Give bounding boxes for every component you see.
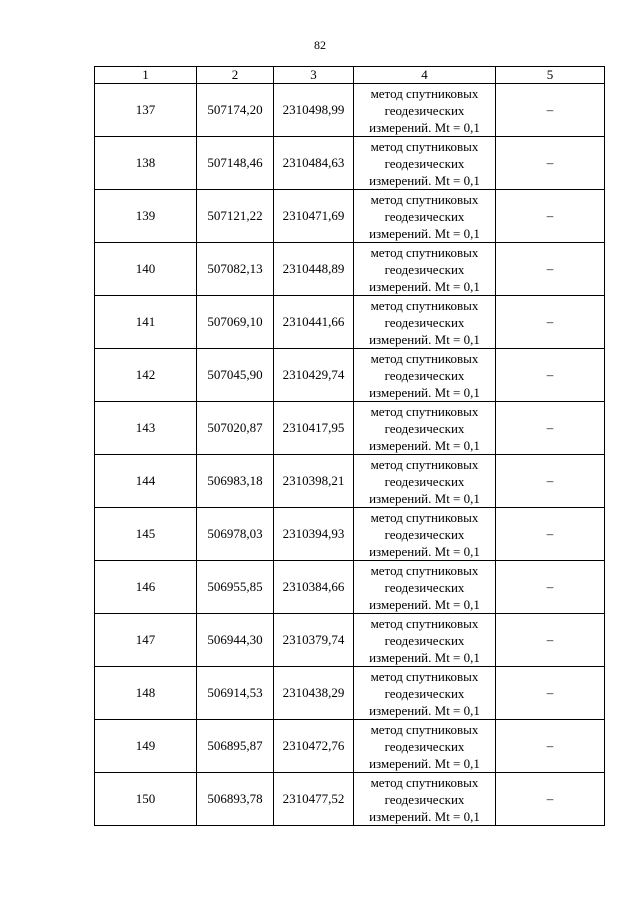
- method-line-1: метод спутниковых: [370, 244, 479, 260]
- method-cell: [354, 296, 496, 349]
- note-cell: –: [496, 667, 605, 720]
- x-coordinate-cell: 507082,13: [197, 243, 274, 296]
- point-number-cell: 141: [95, 296, 197, 349]
- method-line-2: геодезических: [384, 314, 465, 330]
- method-line-1: метод спутниковых: [370, 615, 479, 631]
- method-line-1: метод спутниковых: [370, 403, 479, 419]
- method-cell: [354, 720, 496, 773]
- x-coordinate-cell: 506978,03: [197, 508, 274, 561]
- table-row: [95, 773, 605, 826]
- method-cell: [354, 84, 496, 137]
- header-col-5: 5: [496, 67, 605, 84]
- y-coordinate-cell: 2310441,66: [274, 296, 354, 349]
- method-line-2: геодезических: [384, 367, 465, 383]
- method-line-1: метод спутниковых: [370, 297, 479, 313]
- method-line-2: геодезических: [384, 685, 465, 701]
- y-coordinate-cell: 2310472,76: [274, 720, 354, 773]
- x-coordinate-cell: 507069,10: [197, 296, 274, 349]
- point-number-cell: 145: [95, 508, 197, 561]
- method-cell: [354, 137, 496, 190]
- page-number: 82: [314, 38, 326, 52]
- x-coordinate-cell: 506955,85: [197, 561, 274, 614]
- note-cell: –: [496, 349, 605, 402]
- note-cell: –: [496, 137, 605, 190]
- table-row: [95, 508, 605, 561]
- point-number-cell: 150: [95, 773, 197, 826]
- point-number-cell: 144: [95, 455, 197, 508]
- method-cell: [354, 773, 496, 826]
- method-line-3: измерений. Mt = 0,1: [369, 225, 480, 241]
- method-cell: [354, 508, 496, 561]
- point-number-cell: 140: [95, 243, 197, 296]
- table-row: [95, 137, 605, 190]
- table-row: [95, 455, 605, 508]
- y-coordinate-cell: 2310477,52: [274, 773, 354, 826]
- note-cell: –: [496, 720, 605, 773]
- method-line-3: измерений. Mt = 0,1: [369, 808, 480, 824]
- table-row: [95, 614, 605, 667]
- method-line-1: метод спутниковых: [370, 350, 479, 366]
- note-cell: –: [496, 455, 605, 508]
- table-row: [95, 243, 605, 296]
- point-number-cell: 138: [95, 137, 197, 190]
- method-line-3: измерений. Mt = 0,1: [369, 649, 480, 665]
- x-coordinate-cell: 506914,53: [197, 667, 274, 720]
- method-line-1: метод спутниковых: [370, 456, 479, 472]
- method-line-3: измерений. Mt = 0,1: [369, 755, 480, 771]
- x-coordinate-cell: 507121,22: [197, 190, 274, 243]
- method-line-1: метод спутниковых: [370, 85, 479, 101]
- method-line-2: геодезических: [384, 738, 465, 754]
- table-row: [95, 720, 605, 773]
- method-line-2: геодезических: [384, 791, 465, 807]
- method-line-1: метод спутниковых: [370, 774, 479, 790]
- point-number-cell: 137: [95, 84, 197, 137]
- method-line-3: измерений. Mt = 0,1: [369, 172, 480, 188]
- header-row: [95, 67, 605, 84]
- table-body: [95, 84, 605, 826]
- method-cell: [354, 190, 496, 243]
- method-line-1: метод спутниковых: [370, 668, 479, 684]
- note-cell: –: [496, 773, 605, 826]
- y-coordinate-cell: 2310394,93: [274, 508, 354, 561]
- method-line-3: измерений. Mt = 0,1: [369, 331, 480, 347]
- table-row: [95, 190, 605, 243]
- point-number-cell: 149: [95, 720, 197, 773]
- point-number-cell: 146: [95, 561, 197, 614]
- method-line-1: метод спутниковых: [370, 509, 479, 525]
- point-number-cell: 147: [95, 614, 197, 667]
- x-coordinate-cell: 507020,87: [197, 402, 274, 455]
- y-coordinate-cell: 2310484,63: [274, 137, 354, 190]
- method-line-2: геодезических: [384, 579, 465, 595]
- method-line-3: измерений. Mt = 0,1: [369, 278, 480, 294]
- x-coordinate-cell: 507148,46: [197, 137, 274, 190]
- point-number-cell: 148: [95, 667, 197, 720]
- note-cell: –: [496, 190, 605, 243]
- method-line-3: измерений. Mt = 0,1: [369, 437, 480, 453]
- method-line-3: измерений. Mt = 0,1: [369, 702, 480, 718]
- x-coordinate-cell: 507045,90: [197, 349, 274, 402]
- method-line-2: геодезических: [384, 261, 465, 277]
- y-coordinate-cell: 2310417,95: [274, 402, 354, 455]
- method-cell: [354, 614, 496, 667]
- note-cell: –: [496, 561, 605, 614]
- x-coordinate-cell: 506895,87: [197, 720, 274, 773]
- method-line-3: измерений. Mt = 0,1: [369, 596, 480, 612]
- method-cell: [354, 455, 496, 508]
- header-col-4: 4: [354, 67, 496, 84]
- point-number-cell: 142: [95, 349, 197, 402]
- y-coordinate-cell: 2310471,69: [274, 190, 354, 243]
- method-line-1: метод спутниковых: [370, 721, 479, 737]
- point-number-cell: 139: [95, 190, 197, 243]
- y-coordinate-cell: 2310384,66: [274, 561, 354, 614]
- method-line-1: метод спутниковых: [370, 191, 479, 207]
- method-line-3: измерений. Mt = 0,1: [369, 490, 480, 506]
- note-cell: –: [496, 84, 605, 137]
- method-line-2: геодезических: [384, 473, 465, 489]
- x-coordinate-cell: 506893,78: [197, 773, 274, 826]
- table-row: [95, 296, 605, 349]
- x-coordinate-cell: 506944,30: [197, 614, 274, 667]
- note-cell: –: [496, 243, 605, 296]
- method-cell: [354, 561, 496, 614]
- coordinates-table: [94, 66, 605, 826]
- header-col-3: 3: [274, 67, 354, 84]
- y-coordinate-cell: 2310448,89: [274, 243, 354, 296]
- table-row: [95, 402, 605, 455]
- x-coordinate-cell: 507174,20: [197, 84, 274, 137]
- x-coordinate-cell: 506983,18: [197, 455, 274, 508]
- y-coordinate-cell: 2310379,74: [274, 614, 354, 667]
- y-coordinate-cell: 2310498,99: [274, 84, 354, 137]
- point-number-cell: 143: [95, 402, 197, 455]
- method-cell: [354, 243, 496, 296]
- method-line-2: геодезических: [384, 208, 465, 224]
- method-cell: [354, 349, 496, 402]
- method-line-3: измерений. Mt = 0,1: [369, 119, 480, 135]
- note-cell: –: [496, 296, 605, 349]
- table-row: [95, 667, 605, 720]
- table-row: [95, 561, 605, 614]
- method-line-2: геодезических: [384, 526, 465, 542]
- method-line-2: геодезических: [384, 632, 465, 648]
- header-col-2: 2: [197, 67, 274, 84]
- note-cell: –: [496, 614, 605, 667]
- y-coordinate-cell: 2310438,29: [274, 667, 354, 720]
- method-line-2: геодезических: [384, 102, 465, 118]
- method-cell: [354, 667, 496, 720]
- y-coordinate-cell: 2310429,74: [274, 349, 354, 402]
- header-col-1: 1: [95, 67, 197, 84]
- method-cell: [354, 402, 496, 455]
- method-line-1: метод спутниковых: [370, 138, 479, 154]
- table-row: [95, 349, 605, 402]
- method-line-2: геодезических: [384, 420, 465, 436]
- method-line-3: измерений. Mt = 0,1: [369, 384, 480, 400]
- note-cell: –: [496, 402, 605, 455]
- method-line-2: геодезических: [384, 155, 465, 171]
- y-coordinate-cell: 2310398,21: [274, 455, 354, 508]
- method-line-1: метод спутниковых: [370, 562, 479, 578]
- note-cell: –: [496, 508, 605, 561]
- table-row: [95, 84, 605, 137]
- method-line-3: измерений. Mt = 0,1: [369, 543, 480, 559]
